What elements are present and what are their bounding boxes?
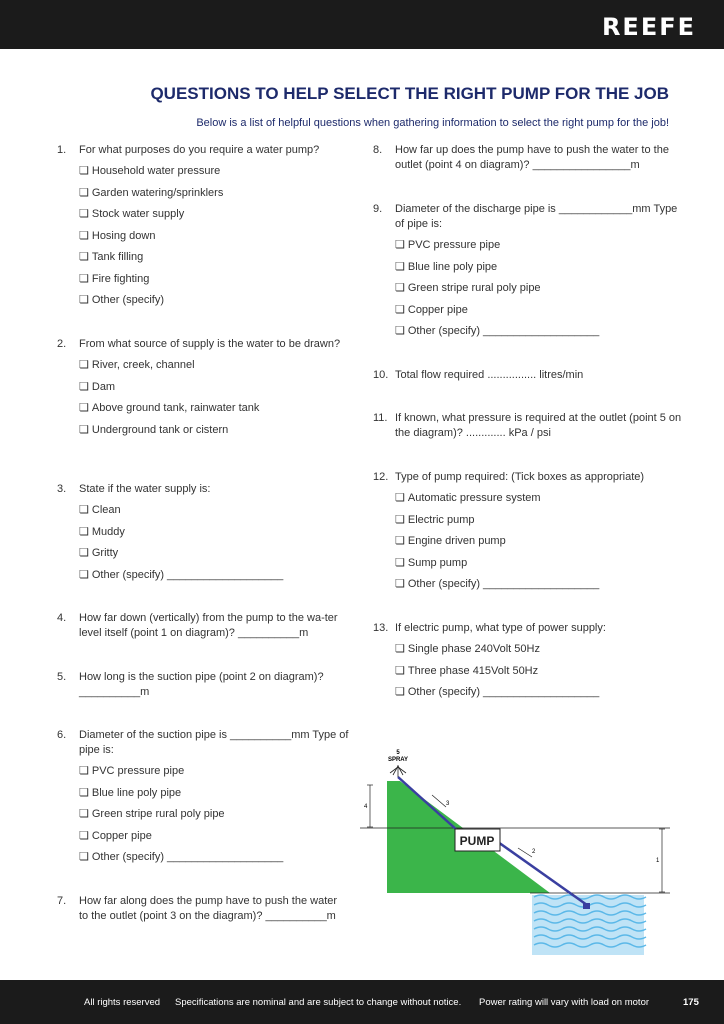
question-8 xyxy=(373,143,685,173)
checkbox-option[interactable]: ❏ Engine driven pump xyxy=(395,534,685,550)
question-text: How far up does the pump have to push the water to the outlet (point 4 on diagram)? ________________m xyxy=(395,144,669,171)
question-number: 11. xyxy=(373,412,388,424)
checkbox-option[interactable]: ❏ Other (specify) ___________________ xyxy=(395,685,685,701)
question-11 xyxy=(373,411,685,441)
question-text: Diameter of the suction pipe is __________mm Type of pipe is: xyxy=(79,729,349,756)
footer-spec: Specifications are nominal and are subject to change without notice. xyxy=(175,997,462,1008)
dimension-label-1: 1 xyxy=(656,858,660,864)
question-text: State if the water supply is: xyxy=(79,483,211,495)
checkbox-option[interactable]: ❏ Copper pipe xyxy=(395,303,685,319)
checkbox-option[interactable]: ❏ Dam xyxy=(79,380,349,396)
checkbox-option[interactable]: ❏ Other (specify) ___________________ xyxy=(79,568,349,584)
checkbox-option[interactable]: ❏ Stock water supply xyxy=(79,207,349,223)
checkbox-option[interactable]: ❏ River, creek, channel xyxy=(79,358,349,374)
checkbox-option[interactable]: ❏ Tank filling xyxy=(79,250,349,266)
question-9 xyxy=(373,202,685,340)
question-text: How far along does the pump have to push the water to the outlet (point 3 on the diagram)? __________m xyxy=(79,895,338,922)
spray-number: 5 xyxy=(396,750,400,756)
question-2 xyxy=(57,337,349,438)
question-text: Diameter of the discharge pipe is ____________mm Type of pipe is: xyxy=(395,203,678,230)
checkbox-option[interactable]: ❏ Muddy xyxy=(79,525,349,541)
checkbox-option[interactable]: ❏ Underground tank or cistern xyxy=(79,423,349,439)
question-number: 6. xyxy=(57,729,67,741)
pump-label: PUMP xyxy=(459,834,495,848)
checkbox-option[interactable]: ❏ Sump pump xyxy=(395,556,685,572)
question-7 xyxy=(57,894,349,924)
dimension-label-2: 2 xyxy=(532,849,536,855)
dimension-label-3: 3 xyxy=(446,801,450,807)
checkbox-option[interactable]: ❏ Gritty xyxy=(79,546,349,562)
question-text: How far down (vertically) from the pump to the wa-ter level itself (point 1 on diagram)? __________m xyxy=(79,612,338,639)
question-text: Type of pump required: (Tick boxes as appropriate) xyxy=(395,471,645,483)
checkbox-option[interactable]: ❏ Household water pressure xyxy=(79,164,349,180)
checkbox-option[interactable]: ❏ Garden watering/sprinklers xyxy=(79,186,349,202)
footer-bar xyxy=(0,980,724,1024)
question-6 xyxy=(57,728,349,866)
page-subtitle: Below is a list of helpful questions when gathering information to select the right pump for the job! xyxy=(196,117,669,129)
question-number: 9. xyxy=(373,203,383,215)
foot-valve xyxy=(583,903,590,909)
question-number: 8. xyxy=(373,144,383,156)
checkbox-option[interactable]: ❏ Single phase 240Volt 50Hz xyxy=(395,642,685,658)
footer-rights: All rights reserved xyxy=(84,997,161,1008)
question-3 xyxy=(57,482,349,583)
checkbox-option[interactable]: ❏ Automatic pressure system xyxy=(395,491,685,507)
question-number: 4. xyxy=(57,612,67,624)
checkbox-option[interactable]: ❏ Other (specify) ___________________ xyxy=(395,324,685,340)
checkbox-option[interactable]: ❏ Other (specify) ___________________ xyxy=(395,577,685,593)
question-text: Total flow required ................ litres/min xyxy=(395,369,584,381)
checkbox-option[interactable]: ❏ PVC pressure pipe xyxy=(395,238,685,254)
page-number: 175 xyxy=(683,997,699,1008)
question-13 xyxy=(373,621,685,701)
question-number: 12. xyxy=(373,471,389,483)
question-number: 2. xyxy=(57,338,67,350)
checkbox-option[interactable]: ❏ Hosing down xyxy=(79,229,349,245)
question-text: If electric pump, what type of power supply: xyxy=(395,622,606,634)
question-number: 3. xyxy=(57,483,67,495)
question-number: 7. xyxy=(57,895,67,907)
checkbox-option[interactable]: ❏ Copper pipe xyxy=(79,829,349,845)
checkbox-option[interactable]: ❏ Three phase 415Volt 50Hz xyxy=(395,664,685,680)
checkbox-option[interactable]: ❏ Other (specify) ___________________ xyxy=(79,850,349,866)
question-text: For what purposes do you require a water pump? xyxy=(79,144,320,156)
question-10 xyxy=(373,368,685,383)
checkbox-option[interactable]: ❏ Clean xyxy=(79,503,349,519)
question-text: If known, what pressure is required at the outlet (point 5 on the diagram)? ............. kPa / psi xyxy=(395,412,682,439)
brand-logo: REEFE xyxy=(601,13,696,41)
top-bar xyxy=(0,0,724,49)
pump-diagram xyxy=(360,745,680,960)
question-text: From what source of supply is the water to be drawn? xyxy=(79,338,341,350)
checkbox-option[interactable]: ❏ PVC pressure pipe xyxy=(79,764,349,780)
checkbox-option[interactable]: ❏ Other (specify) xyxy=(79,293,349,309)
checkbox-option[interactable]: ❏ Blue line poly pipe xyxy=(395,260,685,276)
checkbox-option[interactable]: ❏ Green stripe rural poly pipe xyxy=(395,281,685,297)
footer-power: Power rating will vary with load on motor xyxy=(479,997,650,1008)
question-text: How long is the suction pipe (point 2 on diagram)? __________m xyxy=(79,671,324,698)
question-number: 5. xyxy=(57,671,67,683)
question-4 xyxy=(57,611,349,641)
checkbox-option[interactable]: ❏ Fire fighting xyxy=(79,272,349,288)
question-5 xyxy=(57,670,349,700)
checkbox-option[interactable]: ❏ Electric pump xyxy=(395,513,685,529)
spray-label: SPRAY xyxy=(387,757,409,763)
question-1 xyxy=(57,143,349,309)
page-title: QUESTIONS TO HELP SELECT THE RIGHT PUMP FOR THE JOB xyxy=(150,84,669,103)
checkbox-option[interactable]: ❏ Above ground tank, rainwater tank xyxy=(79,401,349,417)
question-number: 10. xyxy=(373,369,389,381)
question-12 xyxy=(373,470,685,593)
checkbox-option[interactable]: ❏ Green stripe rural poly pipe xyxy=(79,807,349,823)
checkbox-option[interactable]: ❏ Blue line poly pipe xyxy=(79,786,349,802)
spray-icon xyxy=(390,765,406,777)
dimension-label-4: 4 xyxy=(364,804,368,810)
question-number: 1. xyxy=(57,144,67,156)
question-number: 13. xyxy=(373,622,389,634)
